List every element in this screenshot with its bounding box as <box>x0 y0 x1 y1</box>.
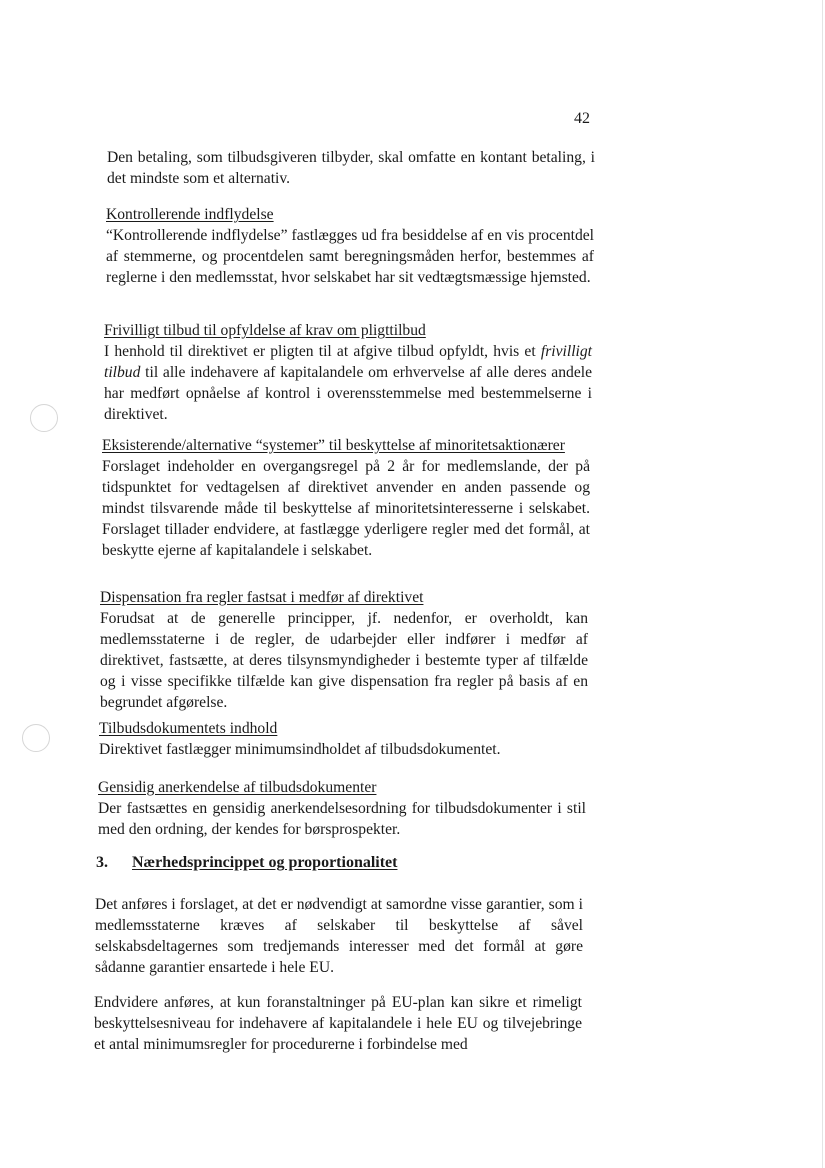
paragraph: Det anføres i forslaget, at det er nødvendigt at samordne visse garantier, som i medlemsstaterne kræves af selskaber til beskyttelse af såvel selskabsdeltagernes som tredjemands interesser med det formål at gøre sådanne garantier ensartede i hele EU. <box>95 896 583 976</box>
section-heading: Gensidig anerkendelse af tilbudsdokumenter <box>98 779 377 796</box>
section-body: Direktivet fastlægger minimumsindholdet af tilbudsdokumentet. <box>99 741 501 758</box>
section-frivilligt-tilbud <box>104 320 592 425</box>
paragraph: Endvidere anføres, at kun foranstaltninger på EU-plan kan sikre et rimeligt beskyttelsesniveau for indehavere af kapitalandele i hele EU og tilvejebringe et antal minimumsregler for procedurerne i forbindelse med <box>94 994 582 1053</box>
section-heading: Frivilligt tilbud til opfyldelse af krav om pligttilbud <box>104 322 426 339</box>
chapter-title: Nærhedsprincippet og proportionalitet <box>132 854 398 871</box>
section-dispensation <box>100 587 588 713</box>
scan-edge-line <box>822 0 823 1168</box>
section-heading: Tilbudsdokumentets indhold <box>99 720 278 737</box>
section-eksisterende-systemer <box>102 435 590 561</box>
section-kontrollerende-indflydelse <box>106 204 594 288</box>
chapter-number: 3. <box>96 854 108 871</box>
section-gensidig-anerkendelse <box>98 777 586 840</box>
intro-block <box>107 147 595 189</box>
section-heading: Dispensation fra regler fastsat i medfør af direktivet <box>100 589 424 606</box>
chapter-heading <box>96 854 397 872</box>
section-heading: Eksisterende/alternative “systemer” til beskyttelse af minoritetsaktionærer <box>102 437 565 454</box>
section-body: Der fastsættes en gensidig anerkendelsesordning for tilbudsdokumenter i stil med den ordning, der kendes for børsprospekter. <box>98 800 586 838</box>
paragraph-block <box>95 894 583 978</box>
paragraph-block <box>94 992 582 1055</box>
punch-hole-lower <box>22 724 50 752</box>
page-number: 42 <box>574 110 590 127</box>
section-tilbudsdokumentets-indhold <box>99 718 587 760</box>
section-body: Forudsat at de generelle principper, jf. nedenfor, er overholdt, kan medlemsstaterne i de regler, de udarbejder eller indfører i medfør af direktivet, fastsætte, at deres tilsynsmyndigheder i bestemte typer af tilfælde og i visse specifikke tilfælde kan give dispensation fra regler på basis af en begrundet afgørelse. <box>100 610 588 711</box>
section-body: I henhold til direktivet er pligten til at afgive tilbud opfyldt, hvis et frivilligt tilbud til alle indehavere af kapitalandele om erhvervelse af alle deres andele har medført opnåelse af kontrol i overensstemmelse med bestemmelserne i direktivet. <box>104 343 592 423</box>
section-body: “Kontrollerende indflydelse” fastlægges ud fra besiddelse af en vis procentdel af stemmerne, og procentdelen samt beregningsmåden herfor, bestemmes af reglerne i den medlemsstat, hvor selskabet har sit vedtægtsmæssige hjemsted. <box>106 227 594 286</box>
punch-hole-upper <box>30 404 58 432</box>
section-heading: Kontrollerende indflydelse <box>106 206 274 223</box>
intro-text: Den betaling, som tilbudsgiveren tilbyder, skal omfatte en kontant betaling, i det mindste som et alternativ. <box>107 149 595 187</box>
section-body: Forslaget indeholder en overgangsregel på 2 år for medlemslande, der på tidspunktet for vedtagelsen af direktivet anvender en anden passende og mindst tilsvarende måde til beskyttelse af minoritetsinteresserne i selskabet. Forslaget tillader endvidere, at fastlægge yderligere regler med det formål, at beskytte ejerne af kapitalandele i selskabet. <box>102 458 590 559</box>
emphasis-frivilligt-tilbud: frivilligt tilbud <box>104 343 592 381</box>
